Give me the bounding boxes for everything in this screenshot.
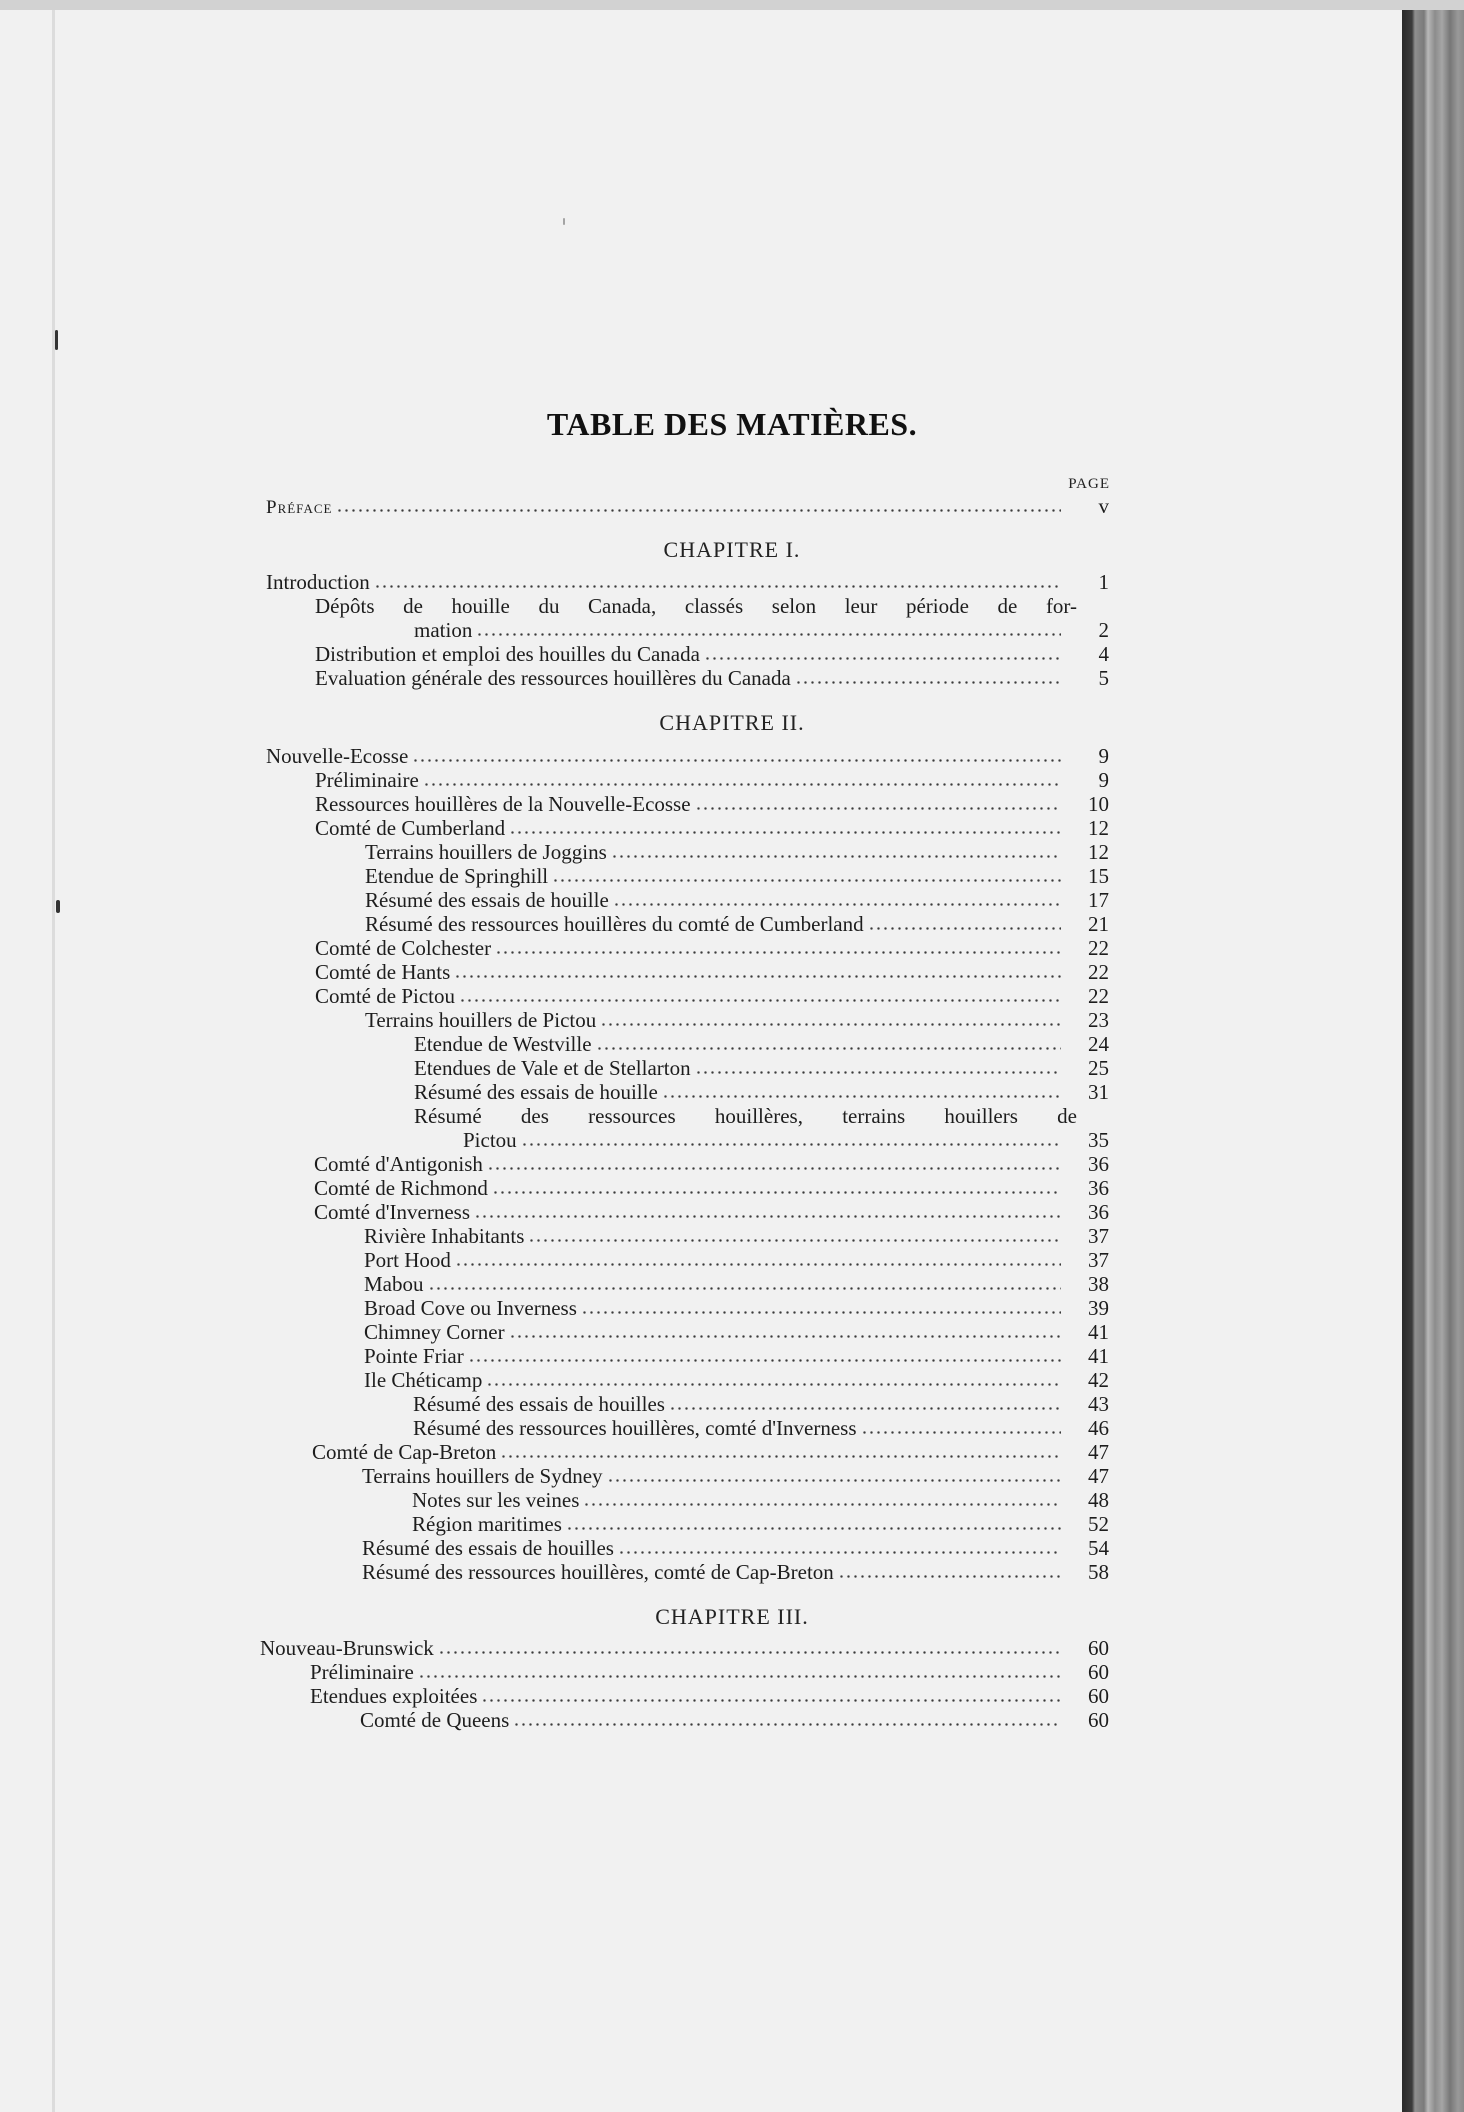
toc-entry bbox=[266, 570, 1109, 594]
toc-page-number: 35 bbox=[1088, 1128, 1109, 1152]
dot-leader bbox=[468, 1349, 1061, 1363]
toc-entry-label: Comté de Cap-Breton bbox=[312, 1440, 497, 1464]
dot-leader bbox=[509, 821, 1061, 835]
toc-entry-label: Ile Chéticamp bbox=[364, 1368, 483, 1392]
toc-page-number: 41 bbox=[1088, 1344, 1109, 1368]
toc-page-number: 25 bbox=[1088, 1056, 1109, 1080]
toc-entry-label: Résumé des essais de houille bbox=[365, 888, 609, 912]
toc-page-number: 10 bbox=[1088, 792, 1109, 816]
dot-leader bbox=[868, 917, 1061, 931]
toc-page-number: 60 bbox=[1088, 1660, 1109, 1684]
toc-entry bbox=[314, 1200, 1109, 1224]
toc-page-number: v bbox=[1098, 494, 1109, 518]
dot-leader bbox=[513, 1713, 1061, 1727]
toc-page-number: 24 bbox=[1088, 1032, 1109, 1056]
toc-entry-label: Nouvelle-Ecosse bbox=[266, 744, 409, 768]
dot-leader bbox=[438, 1641, 1061, 1655]
toc-entry bbox=[315, 768, 1109, 792]
toc-entry bbox=[315, 666, 1109, 690]
toc-entry-label: Préliminaire bbox=[315, 768, 419, 792]
toc-page-number: 47 bbox=[1088, 1440, 1109, 1464]
dot-leader bbox=[474, 1205, 1061, 1219]
dot-leader bbox=[611, 845, 1061, 859]
page-column-header: PAGE bbox=[1068, 476, 1110, 492]
chapter-heading: CHAPITRE I. bbox=[663, 537, 801, 562]
toc-entry bbox=[314, 1176, 1109, 1200]
dot-leader bbox=[423, 773, 1061, 787]
dot-leader bbox=[509, 1325, 1061, 1339]
toc-entry-label: Nouveau-Brunswick bbox=[260, 1636, 434, 1660]
page-title: TABLE DES MATIÈRES. bbox=[546, 406, 918, 442]
dot-leader bbox=[695, 1061, 1061, 1075]
toc-entry bbox=[362, 1560, 1109, 1584]
toc-entry-label: Région maritimes bbox=[412, 1512, 562, 1536]
toc-entry bbox=[412, 1512, 1109, 1536]
toc-page-number: 42 bbox=[1088, 1368, 1109, 1392]
scan-speck bbox=[56, 900, 60, 913]
toc-entry-label: Terrains houillers de Sydney bbox=[362, 1464, 603, 1488]
toc-entry bbox=[412, 1488, 1109, 1512]
toc-entry-label: Etendues exploitées bbox=[310, 1684, 478, 1708]
toc-entry-label: Résumé des ressources houillères du comté de Cumberland bbox=[365, 912, 864, 936]
toc-page-number: 2 bbox=[1098, 618, 1109, 642]
scan-speck bbox=[563, 218, 565, 225]
toc-page-number: 17 bbox=[1088, 888, 1109, 912]
toc-entry-label: Etendue de Westville bbox=[414, 1032, 592, 1056]
toc-entry-label: Résumé des essais de houille bbox=[414, 1080, 658, 1104]
toc-page-number: 37 bbox=[1088, 1224, 1109, 1248]
toc-entry-label: Comté de Pictou bbox=[315, 984, 455, 1008]
dot-leader bbox=[566, 1517, 1061, 1531]
dot-leader bbox=[481, 1689, 1061, 1703]
dot-leader bbox=[613, 893, 1061, 907]
toc-entry bbox=[310, 1684, 1109, 1708]
toc-entry bbox=[364, 1344, 1109, 1368]
toc-entry bbox=[315, 960, 1109, 984]
toc-entry-label: Comté de Richmond bbox=[314, 1176, 488, 1200]
dot-leader bbox=[583, 1493, 1061, 1507]
toc-page-number: 9 bbox=[1098, 768, 1109, 792]
dot-leader bbox=[695, 797, 1061, 811]
toc-page-number: 22 bbox=[1088, 984, 1109, 1008]
toc-page-number: 22 bbox=[1088, 936, 1109, 960]
chapter-heading: CHAPITRE III. bbox=[655, 1604, 809, 1629]
toc-entry bbox=[315, 816, 1109, 840]
toc-entry bbox=[414, 1032, 1109, 1056]
toc-entry-label: Comté d'Antigonish bbox=[314, 1152, 483, 1176]
dot-leader bbox=[487, 1157, 1061, 1171]
toc-entry bbox=[365, 840, 1109, 864]
toc-page-number: 47 bbox=[1088, 1464, 1109, 1488]
dot-leader bbox=[495, 941, 1061, 955]
toc-entry-label: Ressources houillères de la Nouvelle-Ecosse bbox=[315, 792, 691, 816]
toc-entry-label: Résumé des essais de houilles bbox=[413, 1392, 665, 1416]
toc-entry bbox=[312, 1440, 1109, 1464]
toc-page-number: 38 bbox=[1088, 1272, 1109, 1296]
toc-entry-label: Comté de Colchester bbox=[315, 936, 492, 960]
toc-entry bbox=[310, 1660, 1109, 1684]
toc-page-number: 60 bbox=[1088, 1636, 1109, 1660]
toc-entry bbox=[362, 1464, 1109, 1488]
toc-page-number: 12 bbox=[1088, 840, 1109, 864]
toc-page-number: 54 bbox=[1088, 1536, 1109, 1560]
toc-page-number: 12 bbox=[1088, 816, 1109, 840]
toc-entry-label: Comté de Hants bbox=[315, 960, 451, 984]
toc-entry-wrapped-line: Dépôts de houille du Canada, classés selon leur période de for- bbox=[315, 594, 1077, 618]
toc-entry bbox=[364, 1224, 1109, 1248]
toc-entry bbox=[414, 1056, 1109, 1080]
toc-entry bbox=[365, 864, 1109, 888]
book-page-edge bbox=[1402, 10, 1464, 2112]
toc-page-number: 9 bbox=[1098, 744, 1109, 768]
dot-leader bbox=[795, 671, 1061, 685]
toc-page-number: 60 bbox=[1088, 1708, 1109, 1732]
dot-leader bbox=[492, 1181, 1061, 1195]
toc-entry bbox=[362, 1536, 1109, 1560]
toc-entry bbox=[266, 744, 1109, 768]
dot-leader bbox=[581, 1301, 1061, 1315]
dot-leader bbox=[521, 1133, 1061, 1147]
dot-leader bbox=[552, 869, 1061, 883]
toc-page-number: 58 bbox=[1088, 1560, 1109, 1584]
toc-page-number: 37 bbox=[1088, 1248, 1109, 1272]
toc-entry-label: Terrains houillers de Pictou bbox=[365, 1008, 597, 1032]
toc-page-number: 21 bbox=[1088, 912, 1109, 936]
toc-entry-label: Résumé des essais de houilles bbox=[362, 1536, 614, 1560]
toc-page-number: 39 bbox=[1088, 1296, 1109, 1320]
toc-entry-label: Chimney Corner bbox=[364, 1320, 505, 1344]
toc-entry bbox=[360, 1708, 1109, 1732]
toc-page-number: 46 bbox=[1088, 1416, 1109, 1440]
toc-entry-preface bbox=[266, 494, 1109, 518]
toc-entry bbox=[260, 1636, 1109, 1660]
toc-page-number: 36 bbox=[1088, 1200, 1109, 1224]
toc-entry-label: Distribution et emploi des houilles du Canada bbox=[315, 642, 700, 666]
dot-leader bbox=[662, 1085, 1061, 1099]
toc-entry-label: Terrains houillers de Joggins bbox=[365, 840, 607, 864]
toc-page-number: 60 bbox=[1088, 1684, 1109, 1708]
toc-entry-label: Etendues de Vale et de Stellarton bbox=[414, 1056, 691, 1080]
toc-page-number: 52 bbox=[1088, 1512, 1109, 1536]
toc-entry bbox=[364, 1368, 1109, 1392]
toc-entry-label: Comté de Cumberland bbox=[315, 816, 506, 840]
dot-leader bbox=[454, 965, 1061, 979]
dot-leader bbox=[669, 1397, 1061, 1411]
toc-entry bbox=[314, 1152, 1109, 1176]
toc-entry-label: Evaluation générale des ressources houillères du Canada bbox=[315, 666, 791, 690]
toc-page-number: 5 bbox=[1098, 666, 1109, 690]
dot-leader bbox=[838, 1565, 1061, 1579]
toc-page-number: 48 bbox=[1088, 1488, 1109, 1512]
scan-top-band bbox=[0, 0, 1464, 10]
toc-entry-label: Etendue de Springhill bbox=[365, 864, 549, 888]
toc-entry bbox=[365, 1008, 1109, 1032]
dot-leader bbox=[704, 647, 1061, 661]
dot-leader bbox=[412, 749, 1061, 763]
toc-entry-label: Préliminaire bbox=[310, 1660, 414, 1684]
dot-leader bbox=[861, 1421, 1062, 1435]
toc-page-number: 22 bbox=[1088, 960, 1109, 984]
toc-entry-label: Résumé des ressources houillères, comté de Cap-Breton bbox=[362, 1560, 834, 1584]
toc-page-number: 36 bbox=[1088, 1152, 1109, 1176]
toc-page-number: 4 bbox=[1098, 642, 1109, 666]
scan-speck bbox=[55, 330, 58, 350]
toc-entry-label: Port Hood bbox=[364, 1248, 451, 1272]
dot-leader bbox=[336, 499, 1061, 513]
toc-page-number: 41 bbox=[1088, 1320, 1109, 1344]
toc-entry bbox=[364, 1320, 1109, 1344]
chapter-heading: CHAPITRE II. bbox=[659, 710, 805, 735]
dot-leader bbox=[600, 1013, 1061, 1027]
toc-entry bbox=[365, 912, 1109, 936]
toc-entry-label: Notes sur les veines bbox=[412, 1488, 580, 1512]
toc-entry bbox=[413, 1392, 1109, 1416]
toc-page-number: 43 bbox=[1088, 1392, 1109, 1416]
dot-leader bbox=[528, 1229, 1061, 1243]
toc-page-number: 23 bbox=[1088, 1008, 1109, 1032]
dot-leader bbox=[418, 1665, 1061, 1679]
book-gutter-line bbox=[52, 10, 55, 2112]
toc-entry-label: Pointe Friar bbox=[364, 1344, 464, 1368]
toc-entry-label: Introduction bbox=[266, 570, 370, 594]
dot-leader bbox=[486, 1373, 1061, 1387]
toc-entry bbox=[315, 642, 1109, 666]
toc-entry bbox=[364, 1272, 1109, 1296]
toc-entry-label: Broad Cove ou Inverness bbox=[364, 1296, 577, 1320]
toc-entry-label: Préface bbox=[266, 497, 333, 518]
toc-entry bbox=[315, 984, 1109, 1008]
toc-entry bbox=[463, 1128, 1109, 1152]
toc-entry-label: Rivière Inhabitants bbox=[364, 1224, 525, 1248]
toc-entry-wrapped-line: Résumé des ressources houillères, terrains houillers de bbox=[414, 1104, 1077, 1128]
toc-entry-label: Comté d'Inverness bbox=[314, 1200, 471, 1224]
toc-entry-label: mation bbox=[414, 618, 473, 642]
toc-entry bbox=[364, 1248, 1109, 1272]
dot-leader bbox=[618, 1541, 1061, 1555]
dot-leader bbox=[459, 989, 1061, 1003]
toc-entry-label: Pictou bbox=[463, 1128, 517, 1152]
dot-leader bbox=[500, 1445, 1061, 1459]
toc-entry-label: Mabou bbox=[364, 1272, 424, 1296]
toc-entry bbox=[413, 1416, 1109, 1440]
toc-page-number: 36 bbox=[1088, 1176, 1109, 1200]
dot-leader bbox=[607, 1469, 1061, 1483]
toc-page-number: 31 bbox=[1088, 1080, 1109, 1104]
dot-leader bbox=[374, 575, 1061, 589]
toc-entry bbox=[364, 1296, 1109, 1320]
dot-leader bbox=[428, 1277, 1062, 1291]
toc-entry bbox=[414, 618, 1109, 642]
toc-entry bbox=[315, 936, 1109, 960]
toc-entry bbox=[315, 792, 1109, 816]
toc-page-number: 15 bbox=[1088, 864, 1109, 888]
toc-entry bbox=[414, 1080, 1109, 1104]
toc-entry-label: Résumé des ressources houillères, comté d'Inverness bbox=[413, 1416, 857, 1440]
toc-entry-label: Comté de Queens bbox=[360, 1708, 510, 1732]
toc-page-number: 1 bbox=[1098, 570, 1109, 594]
dot-leader bbox=[476, 623, 1061, 637]
toc-entry bbox=[365, 888, 1109, 912]
dot-leader bbox=[596, 1037, 1061, 1051]
dot-leader bbox=[455, 1253, 1061, 1267]
